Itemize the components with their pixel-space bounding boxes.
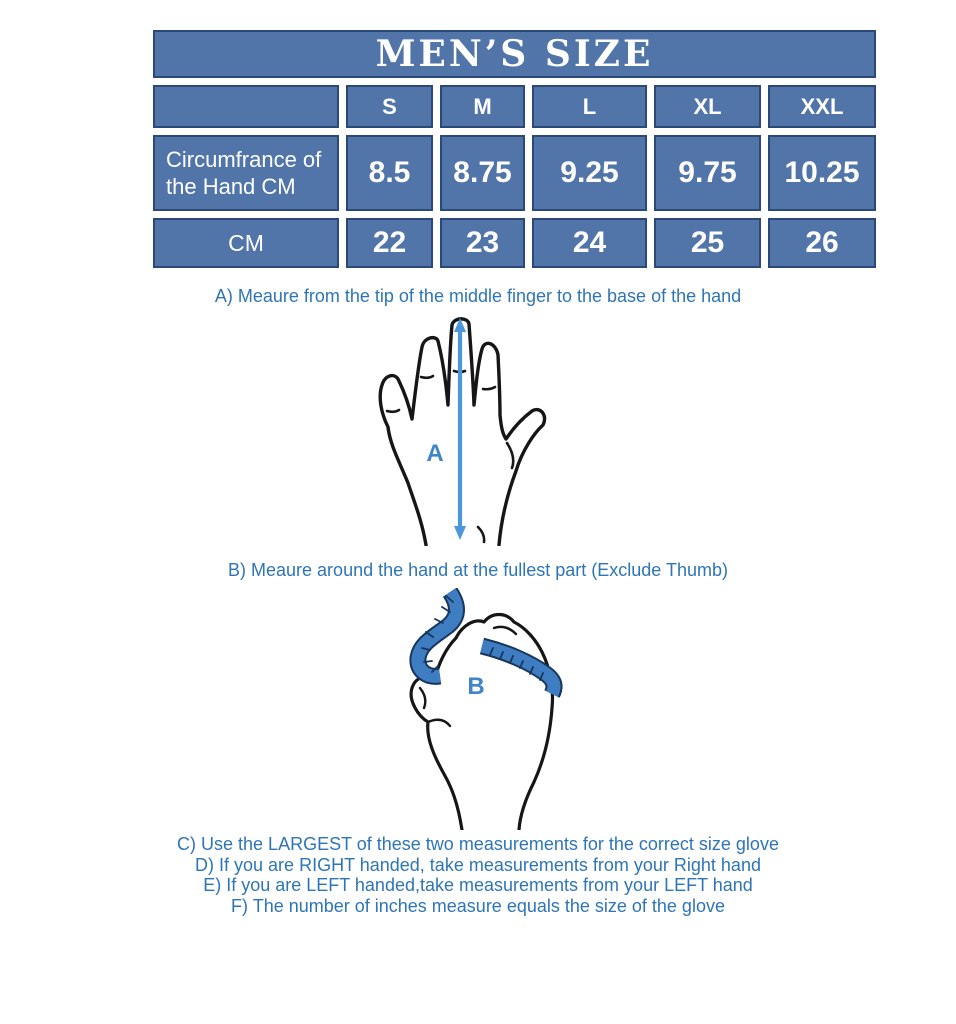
- circumference-value-m: 8.75: [440, 135, 525, 211]
- column-header-xxl: XXL: [768, 85, 876, 128]
- circumference-row-label: Circumfrance of the Hand CM: [153, 135, 339, 211]
- cm-row-label: CM: [153, 218, 339, 268]
- open-hand-diagram: [368, 314, 558, 546]
- cm-value-xxl: 26: [768, 218, 876, 268]
- circumference-value-l: 9.25: [532, 135, 647, 211]
- footer-instructions: [0, 834, 956, 916]
- diagram-label-a: A: [426, 440, 444, 467]
- column-header-l: L: [532, 85, 647, 128]
- instruction-line-a: A) Meaure from the tip of the middle finger to the base of the hand: [214, 286, 742, 306]
- column-header-s: S: [346, 85, 433, 128]
- cm-value-m: 23: [440, 218, 525, 268]
- diagram-label-b: B: [467, 673, 485, 700]
- table-title: MEN’S SIZE: [153, 30, 876, 78]
- corner-cell: [153, 85, 339, 128]
- cm-value-xl: 25: [654, 218, 761, 268]
- cm-value-l: 24: [532, 218, 647, 268]
- column-header-m: M: [440, 85, 525, 128]
- instruction-line-b: B) Meaure around the hand at the fullest part (Exclude Thumb): [228, 560, 728, 580]
- instruction-line-d: D) If you are RIGHT handed, take measurements from your Right hand: [195, 854, 761, 875]
- circumference-value-xxl: 10.25: [768, 135, 876, 211]
- size-chart-table: [153, 30, 876, 268]
- instruction-line-f: F) The number of inches measure equals the size of the glove: [231, 895, 725, 916]
- instruction-line-e: E) If you are LEFT handed,take measurements from your LEFT hand: [203, 875, 753, 895]
- column-header-xl: XL: [654, 85, 761, 128]
- circumference-value-s: 8.5: [346, 135, 433, 211]
- circumference-value-xl: 9.75: [654, 135, 761, 211]
- instruction-line-c: C) Use the LARGEST of these two measurements for the correct size glove: [177, 834, 779, 854]
- hand-outline: [380, 319, 544, 545]
- cm-value-s: 22: [346, 218, 433, 268]
- fist-tape-measure-diagram: [398, 588, 566, 830]
